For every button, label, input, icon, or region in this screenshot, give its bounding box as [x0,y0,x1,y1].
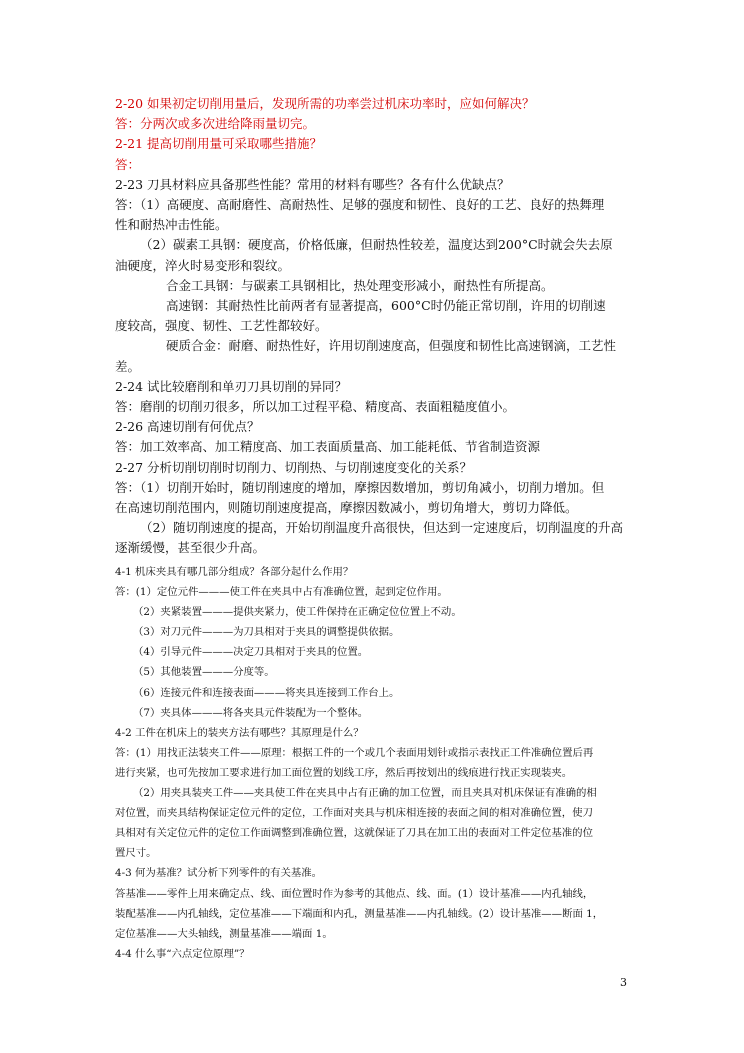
text-line: （6）连接元件和连接表面———将夹具连接到工作台上。 [133,686,400,699]
text-line: 2-24 试比较磨削和单刃刀具切削的异同？ [115,378,348,394]
text-line: （2）夹紧装置———提供夹紧力，使工件保持在正确定位位置上不动。 [133,606,462,619]
text-line: 答：(1）用找正法装夹工件——原理：根据工件的一个或几个表面用划针或指示表找正工件准确位置后再 [115,746,594,759]
text-line: （3）对刀元件———为刀具相对于夹具的调整提供依据。 [133,626,400,639]
text-line: 答：（1）切削开始时，随切削速度的增加，摩擦因数增加，剪切角减小，切削力增加。但 [115,479,605,495]
text-line: 答：(1）定位元件———使工件在夹具中占有准确位置，起到定位作用。 [115,586,448,599]
text-line: （2）随切削速度的提高，开始切削温度升高很快，但达到一定速度后，切削温度的升高 [140,520,623,536]
text-line: 答：分两次或多次进给降雨量切完。 [115,116,316,132]
text-line: 对位置，而夹具结构保证定位元件的定位，工作面对夹具与机床相连接的表面之间的相对准确位置，使刀 [115,807,593,820]
text-line: 进行夹紧，也可先按加工要求进行加工面位置的划线工序，然后再按划出的线痕进行找正实现装夹。 [115,766,573,779]
section-fixture-questions [115,562,640,964]
text-line: 4-4 什么事“六点定位原理”？ [115,947,250,960]
text-line: 答：加工效率高、加工精度高、加工表面质量高、加工能耗低、节省制造资源 [115,439,541,455]
text-line: 合金工具钢：与碳素工具钢相比，热处理变形减小，耐热性有所提高。 [166,277,554,293]
text-line: 装配基准——内孔轴线，定位基准——下端面和内孔，测量基准——内孔轴线。(2）设计基准——断面 1， [115,907,604,920]
text-line: 答：磨削的切削刃很多，所以加工过程平稳、精度高、表面粗糙度值小。 [115,399,516,415]
text-line: 油硬度，淬火时易变形和裂纹。 [115,257,291,273]
text-line: 答基准——零件上用来确定点、线、面位置时作为参考的其他点、线、面。(1）设计基准——内孔轴线， [115,887,594,900]
text-line: 在高速切削范围内，则随切削速度提高，摩擦因数减小，剪切角增大，剪切力降低。 [115,500,578,516]
text-line: 4-2 工件在机床上的装夹方法有哪些？其原理是什么？ [115,726,364,739]
text-line: 2-20 如果初定切削用量后，发现所需的功率尝过机床功率时，应如何解决？ [115,96,535,111]
text-line: 置尺寸。 [115,847,157,860]
text-line: 硬质合金：耐磨、耐热性好，许用切削速度高，但强度和韧性比高速钢滴，工艺性 [166,338,617,354]
text-line: 高速钢：其耐热性比前两者有显著提高，600°C时仍能正常切削，许用的切削速 [166,298,606,314]
text-line: 度较高，强度、韧性、工艺性都较好。 [115,318,328,334]
text-line: 4-3 何为基准？试分析下列零件的有关基准。 [115,867,323,880]
text-line: 答： [115,156,141,172]
text-line: 具相对有关定位元件的定位工作面调整到准确位置，这就保证了刀具在加工出的表面对工件定位基准的位 [115,827,593,840]
text-line: 定位基准——大头轴线，测量基准——端面 1。 [115,927,333,940]
text-line: 差。 [115,358,141,374]
text-line: 答：（1）高硬度、高耐磨性、高耐热性、足够的强度和韧性、良好的工艺、良好的热舞理 [115,197,605,213]
text-line: （4）引导元件———决定刀具相对于夹具的位置。 [133,646,369,659]
text-line: 性和耐热冲击性能。 [115,217,228,233]
text-line: 2-21 提高切削用量可采取哪些措施？ [115,136,323,152]
text-line: 逐渐缓慢，甚至很少升高。 [115,540,266,556]
text-line: （2）碳素工具钢：硬度高，价格低廉，但耐热性较差，温度达到200°C时就会失去原 [140,237,613,253]
section-cutting-questions [115,94,635,559]
text-line: 2-27 分析切削切削时切削力、切削热、与切削速度变化的关系？ [115,459,473,475]
text-line: （2）用夹具装夹工件——夹具使工件在夹具中占有正确的加工位置，而且夹具对机床保证有准确的相 [133,787,597,800]
text-line: （5）其他装置———分度等。 [133,666,275,679]
text-line: （7）夹具体———将各夹具元件装配为一个整体。 [133,706,369,719]
text-line: 2-23 刀具材料应具备那些性能？常用的材料有哪些？各有什么优缺点？ [115,176,510,192]
text-line: 2-26 高速切削有何优点？ [115,419,260,435]
text-line: 4-1 机床夹具有哪几部分组成？各部分起什么作用？ [115,566,354,578]
page-number: 3 [620,976,627,989]
